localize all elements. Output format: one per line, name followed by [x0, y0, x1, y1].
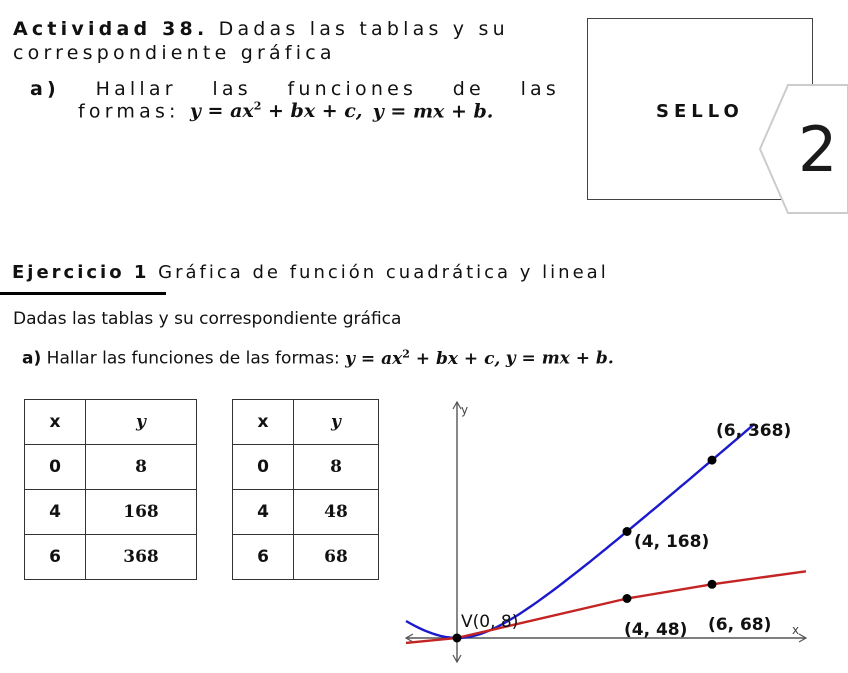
exercise-part-text: Hallar las funciones de las formas: [46, 348, 340, 369]
exercise-number: Ejercicio 1 [12, 262, 150, 283]
cell-x: 4 [233, 490, 294, 535]
word-5: las [520, 78, 560, 100]
label-vertex: V(0, 8) [461, 612, 519, 632]
ex-quad-rhs: + bx + c, [409, 348, 501, 369]
table-row [233, 490, 379, 535]
point-vertex [453, 633, 462, 642]
y-axis-label: y [461, 403, 469, 417]
activity-number: Actividad 38. [13, 18, 209, 40]
table-row [233, 535, 379, 580]
word-4: de [452, 78, 485, 100]
linear-formula: y = mx + b. [372, 100, 494, 123]
cell-y: 168 [86, 490, 197, 535]
label-linear-6: (6, 68) [708, 615, 772, 635]
word-2: las [212, 78, 252, 100]
header-x: x [25, 400, 86, 445]
table-row [25, 535, 197, 580]
table-linear [232, 399, 379, 580]
x-axis-label: x [792, 623, 800, 637]
header-y: y [294, 400, 379, 445]
activity-title-rest: Dadas las tablas y su [218, 18, 509, 40]
quad-rhs: + bx + c, [261, 100, 363, 123]
badge-number: 2 [798, 113, 838, 186]
word-3: funciones [287, 78, 418, 100]
cell-x: 4 [25, 490, 86, 535]
table-quadratic [24, 399, 197, 580]
cell-x: 0 [233, 445, 294, 490]
label-quadratic-6: (6, 368) [716, 421, 792, 441]
table-header-row [25, 400, 197, 445]
header-y: y [86, 400, 197, 445]
point-quadratic-6 [708, 456, 717, 465]
function-graph [400, 398, 820, 668]
exercise-subtitle: Gráfica de función cuadrática y lineal [158, 262, 609, 283]
table-row [25, 490, 197, 535]
point-linear-6 [708, 580, 717, 589]
formas-label: formas: [78, 100, 180, 123]
activity-part-a-line [30, 78, 560, 100]
table-header-row [233, 400, 379, 445]
activity-title-line2: correspondiente gráfica [13, 42, 336, 64]
cell-y: 368 [86, 535, 197, 580]
quadratic-formula [190, 100, 363, 122]
exercise-underline [0, 292, 166, 295]
exercise-quadratic-formula [345, 349, 500, 369]
sello-label: SELLO [656, 101, 744, 122]
page-badge [758, 83, 848, 215]
label-quadratic-4: (4, 168) [634, 532, 710, 552]
cell-y: 68 [294, 535, 379, 580]
cell-x: 6 [233, 535, 294, 580]
exercise-part-label: a) [22, 348, 42, 369]
quadratic-curve [406, 424, 755, 638]
ex-quad-exponent: 2 [402, 347, 410, 360]
label-linear-4: (4, 48) [624, 620, 688, 640]
point-linear-4 [623, 594, 632, 603]
cell-y: 8 [294, 445, 379, 490]
exercise-intro: Dadas las tablas y su correspondiente gráfica [13, 309, 402, 329]
cell-x: 0 [25, 445, 86, 490]
table-row [25, 445, 197, 490]
activity-title [13, 18, 509, 40]
point-quadratic-4 [623, 527, 632, 536]
exercise-title [12, 262, 609, 283]
exercise-linear-formula: y = mx + b. [505, 348, 614, 369]
cell-y: 48 [294, 490, 379, 535]
quad-exponent: 2 [253, 100, 262, 113]
exercise-part-a [22, 347, 614, 369]
cell-y: 8 [86, 445, 197, 490]
part-a-label: a) [30, 78, 60, 100]
table-row [233, 445, 379, 490]
ex-quad-lhs: y = ax [345, 348, 403, 369]
cell-x: 6 [25, 535, 86, 580]
header-x: x [233, 400, 294, 445]
activity-formulas-line [78, 100, 493, 122]
word-1: Hallar [95, 78, 177, 100]
quad-lhs: y = ax [189, 100, 254, 123]
